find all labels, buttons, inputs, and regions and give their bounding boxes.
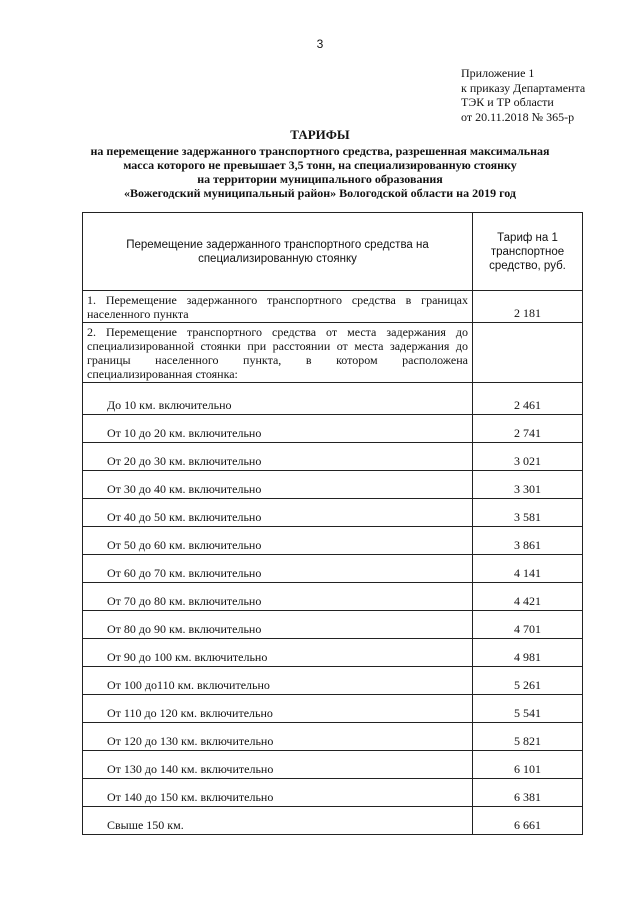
tariff-value: 3 581 — [473, 499, 583, 527]
appendix-note — [461, 66, 585, 124]
title-line: на территории муниципального образования — [197, 172, 443, 186]
tariff-table — [82, 212, 583, 835]
distance-range-label: От 50 до 60 км. включительно — [83, 527, 473, 555]
table-row — [83, 499, 583, 527]
distance-range-label: От 30 до 40 км. включительно — [83, 471, 473, 499]
tariff-value: 4 981 — [473, 639, 583, 667]
title-main: ТАРИФЫ — [290, 127, 350, 142]
distance-range-label: От 120 до 130 км. включительно — [83, 723, 473, 751]
item2-description: 2. Перемещение транспортного средства от места задержания до специализированной стоянки при расстоянии от места задержания до границы населенного пункта, в котором расположена специализированная стоянка: — [83, 323, 473, 383]
distance-range-label: От 80 до 90 км. включительно — [83, 611, 473, 639]
tariff-value: 5 821 — [473, 723, 583, 751]
appendix-line: от 20.11.2018 № 365-р — [461, 109, 575, 124]
page-number: 3 — [316, 37, 324, 51]
header-tariff — [473, 213, 583, 291]
table-row — [83, 723, 583, 751]
distance-range-label: Свыше 150 км. — [83, 807, 473, 835]
table-row — [83, 383, 583, 415]
distance-range-label: От 70 до 80 км. включительно — [83, 583, 473, 611]
table-row-item2 — [83, 323, 583, 383]
table-row — [83, 779, 583, 807]
table-row — [83, 555, 583, 583]
item1-value: 2 181 — [473, 291, 583, 323]
distance-range-label: От 100 до110 км. включительно — [83, 667, 473, 695]
appendix-line: Приложение 1 — [461, 66, 535, 80]
tariff-value: 4 141 — [473, 555, 583, 583]
distance-range-label: От 60 до 70 км. включительно — [83, 555, 473, 583]
document-title — [0, 128, 640, 200]
tariff-value: 6 661 — [473, 807, 583, 835]
header-description: Перемещение задержанного транспортного средства на специализированную стоянку — [83, 213, 473, 291]
header-tariff-line: транспортное — [490, 245, 565, 258]
distance-range-label: От 130 до 140 км. включительно — [83, 751, 473, 779]
table-row — [83, 639, 583, 667]
tariff-value: 2 741 — [473, 415, 583, 443]
appendix-line: ТЭК и ТР области — [461, 95, 554, 109]
table-row — [83, 415, 583, 443]
header-tariff-line: Тариф на 1 — [497, 231, 558, 244]
distance-range-label: От 10 до 20 км. включительно — [83, 415, 473, 443]
distance-range-label: От 110 до 120 км. включительно — [83, 695, 473, 723]
tariff-value: 4 701 — [473, 611, 583, 639]
table-row — [83, 527, 583, 555]
tariff-value: 6 381 — [473, 779, 583, 807]
tariff-value: 4 421 — [473, 583, 583, 611]
table-header-row — [83, 213, 583, 291]
title-line: на перемещение задержанного транспортного средства, разрешенная максимальная — [90, 144, 550, 158]
distance-range-label: От 40 до 50 км. включительно — [83, 499, 473, 527]
appendix-line: к приказу Департамента — [461, 80, 586, 95]
tariff-value: 5 261 — [473, 667, 583, 695]
item1-description: 1. Перемещение задержанного транспортного средства в границах населенного пункта — [83, 291, 473, 323]
item2-value-empty — [473, 323, 583, 383]
table-row — [83, 471, 583, 499]
table-row — [83, 807, 583, 835]
tariff-value: 6 101 — [473, 751, 583, 779]
table-row — [83, 695, 583, 723]
distance-range-label: От 90 до 100 км. включительно — [83, 639, 473, 667]
table-row — [83, 751, 583, 779]
tariff-value: 3 861 — [473, 527, 583, 555]
tariff-value: 3 021 — [473, 443, 583, 471]
table-row — [83, 443, 583, 471]
tariff-value: 2 461 — [473, 383, 583, 415]
tariff-value: 3 301 — [473, 471, 583, 499]
title-line: масса которого не превышает 3,5 тонн, на специализированную стоянку — [123, 158, 517, 172]
distance-range-label: От 140 до 150 км. включительно — [83, 779, 473, 807]
table-row — [83, 611, 583, 639]
table-row — [83, 667, 583, 695]
table-row-item1 — [83, 291, 583, 323]
distance-range-label: До 10 км. включительно — [83, 383, 473, 415]
distance-range-label: От 20 до 30 км. включительно — [83, 443, 473, 471]
tariff-value: 5 541 — [473, 695, 583, 723]
header-tariff-line: средство, руб. — [489, 259, 566, 272]
table-row — [83, 583, 583, 611]
title-line: «Вожегодский муниципальный район» Вологодской области на 2019 год — [124, 186, 516, 200]
